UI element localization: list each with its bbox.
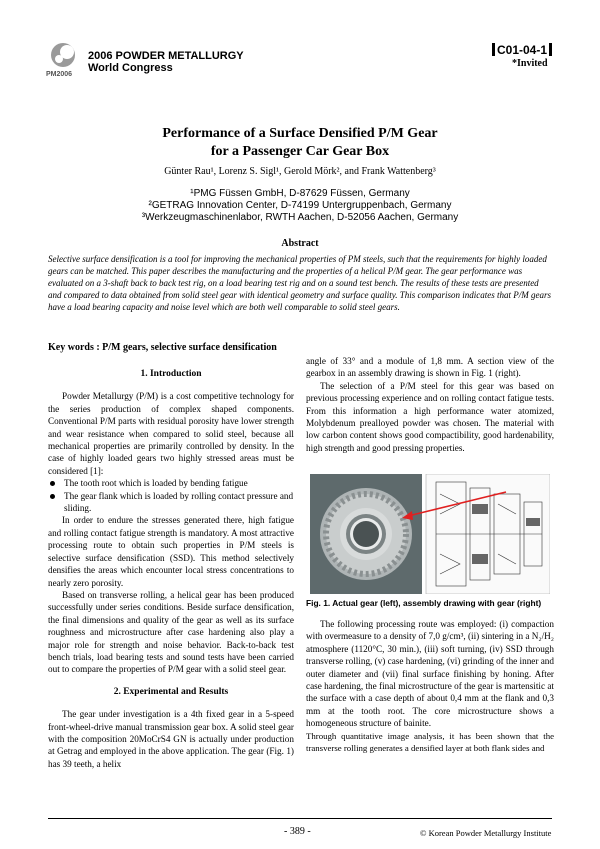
section-heading-experimental: 2. Experimental and Results: [113, 686, 229, 697]
affiliations: ¹PMG Füssen GmbH, D-87629 Füssen, Germany ²GETRAG Innovation Center, D-74199 Untergruppenbach, Germany ³Werkzeugmaschinenlabor, RWTH Aachen, D-52056 Aachen, Germany: [141, 188, 459, 223]
list-item: The tooth root which is loaded by bending fatigue: [48, 477, 294, 489]
paper-title: Performance of a Surface Densified P/M Gear for a Passenger Car Gear Box: [162, 126, 438, 159]
bullet-icon: [50, 494, 55, 499]
paragraph: Based on transverse rolling, a helical gear has been produced successfully under series conditions. Beside surface densification, the final dimensions and quality of the gear as well as its surface roughness and microstructure after case hardening also play a major role for strength and noise behavior. Back-to-back test bench trials, load bearing tests and sound tests have been carried out to compare the properties of P/M gear with a solid steel gear.: [48, 589, 294, 675]
page-number: - 389 -: [284, 826, 311, 837]
keywords: Key words : P/M gears, selective surface densification: [48, 342, 277, 353]
logo-text: PM2006: [46, 71, 73, 78]
left-column: [48, 368, 294, 770]
bullet-icon: [50, 481, 55, 486]
right-column-bottom: [306, 618, 554, 754]
figure-gear-and-assembly: [310, 474, 550, 594]
paragraph: Through quantitative image analysis, it has been shown that the transverse rolling generates a densified layer at both flank sides and: [306, 730, 554, 754]
paper-code: C01-04-1: [490, 43, 554, 57]
paragraph: angle of 33° and a module of 1,8 mm. A section view of the gearbox in an assembly drawing is shown in Fig. 1 (right).: [306, 356, 554, 379]
paragraph: Powder Metallurgy (P/M) is a cost competitive technology for the series production of complex shaped components. Conventional P/M parts with residual porosity have lower strength and wear resistance when compared to solid steel, because all mechanical properties are primarily controlled by density. In the case of highly loaded gears two highly stressed areas must be considered [1]:: [48, 391, 294, 476]
section-heading-introduction: 1. Introduction: [140, 369, 202, 379]
footer-divider: [48, 818, 552, 819]
paragraph: The selection of a P/M steel for this gear was based on previous processing experience and on rolling contact fatigue tests. From this information a high performance water atomized, Molybdenum prealloyed powder was chosen. The material with low carbon content shows good compactibility, good hardenability, high strength and good pressing properties.: [306, 380, 554, 453]
paragraph: The gear under investigation is a 4th fixed gear in a 5-speed front-wheel-drive manual transmission gear box. A solid steel gear with the composition 20MoCrS4 GN is actually under production at Getrag and employed in the above application. The gear (Fig. 1) has 39 teeth, a helix: [48, 709, 294, 769]
paragraph: In order to endure the stresses generated there, high fatigue and rolling contact fatigue strength is mandatory. A most attractive processing route to obtain such properties in P/M steels is selective surface densification (SSD). This method selectively densifies the areas which encounter local stress concentrations to nearly zero porosity.: [48, 515, 294, 588]
invited-label: *Invited: [512, 58, 548, 69]
paragraph: The following processing route was employed: (i) compaction with overmeasure to a density of 7,0 g/cm³, (ii) sintering in a N₂/H₂ atmosphere (1120°C, 30 min.), (iii) soft turning, (iv) SSD through transverse rolling, (v) case hardening, (vi) grinding of the inner and outer diameter and (vii) final surface finishing by honing. After case hardening, the final microstructure of the gear is martensitic at the surface with a case depth of about 0,4 mm at the flank and 0,3 mm at the tooth root. The core microstructure shows a homogeneous structure of bainite.: [306, 619, 554, 729]
abstract-text: Selective surface densification is a tool for improving the mechanical properties of PM steels, such that the requirements for highly loaded gears can be matched. This paper describes the manufacturing and the properties of a helical P/M gear. The gear performance was evaluated on a 3-shaft back to back test rig, on a load bearing test rig and on a sound test bench. The results of these tests are presented and compared to data obtained from solid steel gear with identical geometry and surface quality. This comparison indicates that P/M gears have a load bearing capacity and noise level which are both well comparable to solid steel gears.: [48, 254, 552, 312]
gear-photo: [320, 488, 412, 580]
list-item: The gear flank which is loaded by rolling contact pressure and sliding.: [48, 490, 294, 515]
abstract-heading: Abstract: [281, 238, 319, 249]
figure-caption: Fig. 1. Actual gear (left), assembly drawing with gear (right): [306, 598, 542, 608]
copyright: © Korean Powder Metallurgy Institute: [420, 828, 552, 838]
conference-name: 2006 POWDER METALLURGY World Congress: [88, 50, 244, 74]
right-column-top: [306, 355, 554, 454]
authors: Günter Rau¹, Lorenz S. Sigl¹, Gerold Mörk², and Frank Wattenberg³: [164, 166, 436, 177]
